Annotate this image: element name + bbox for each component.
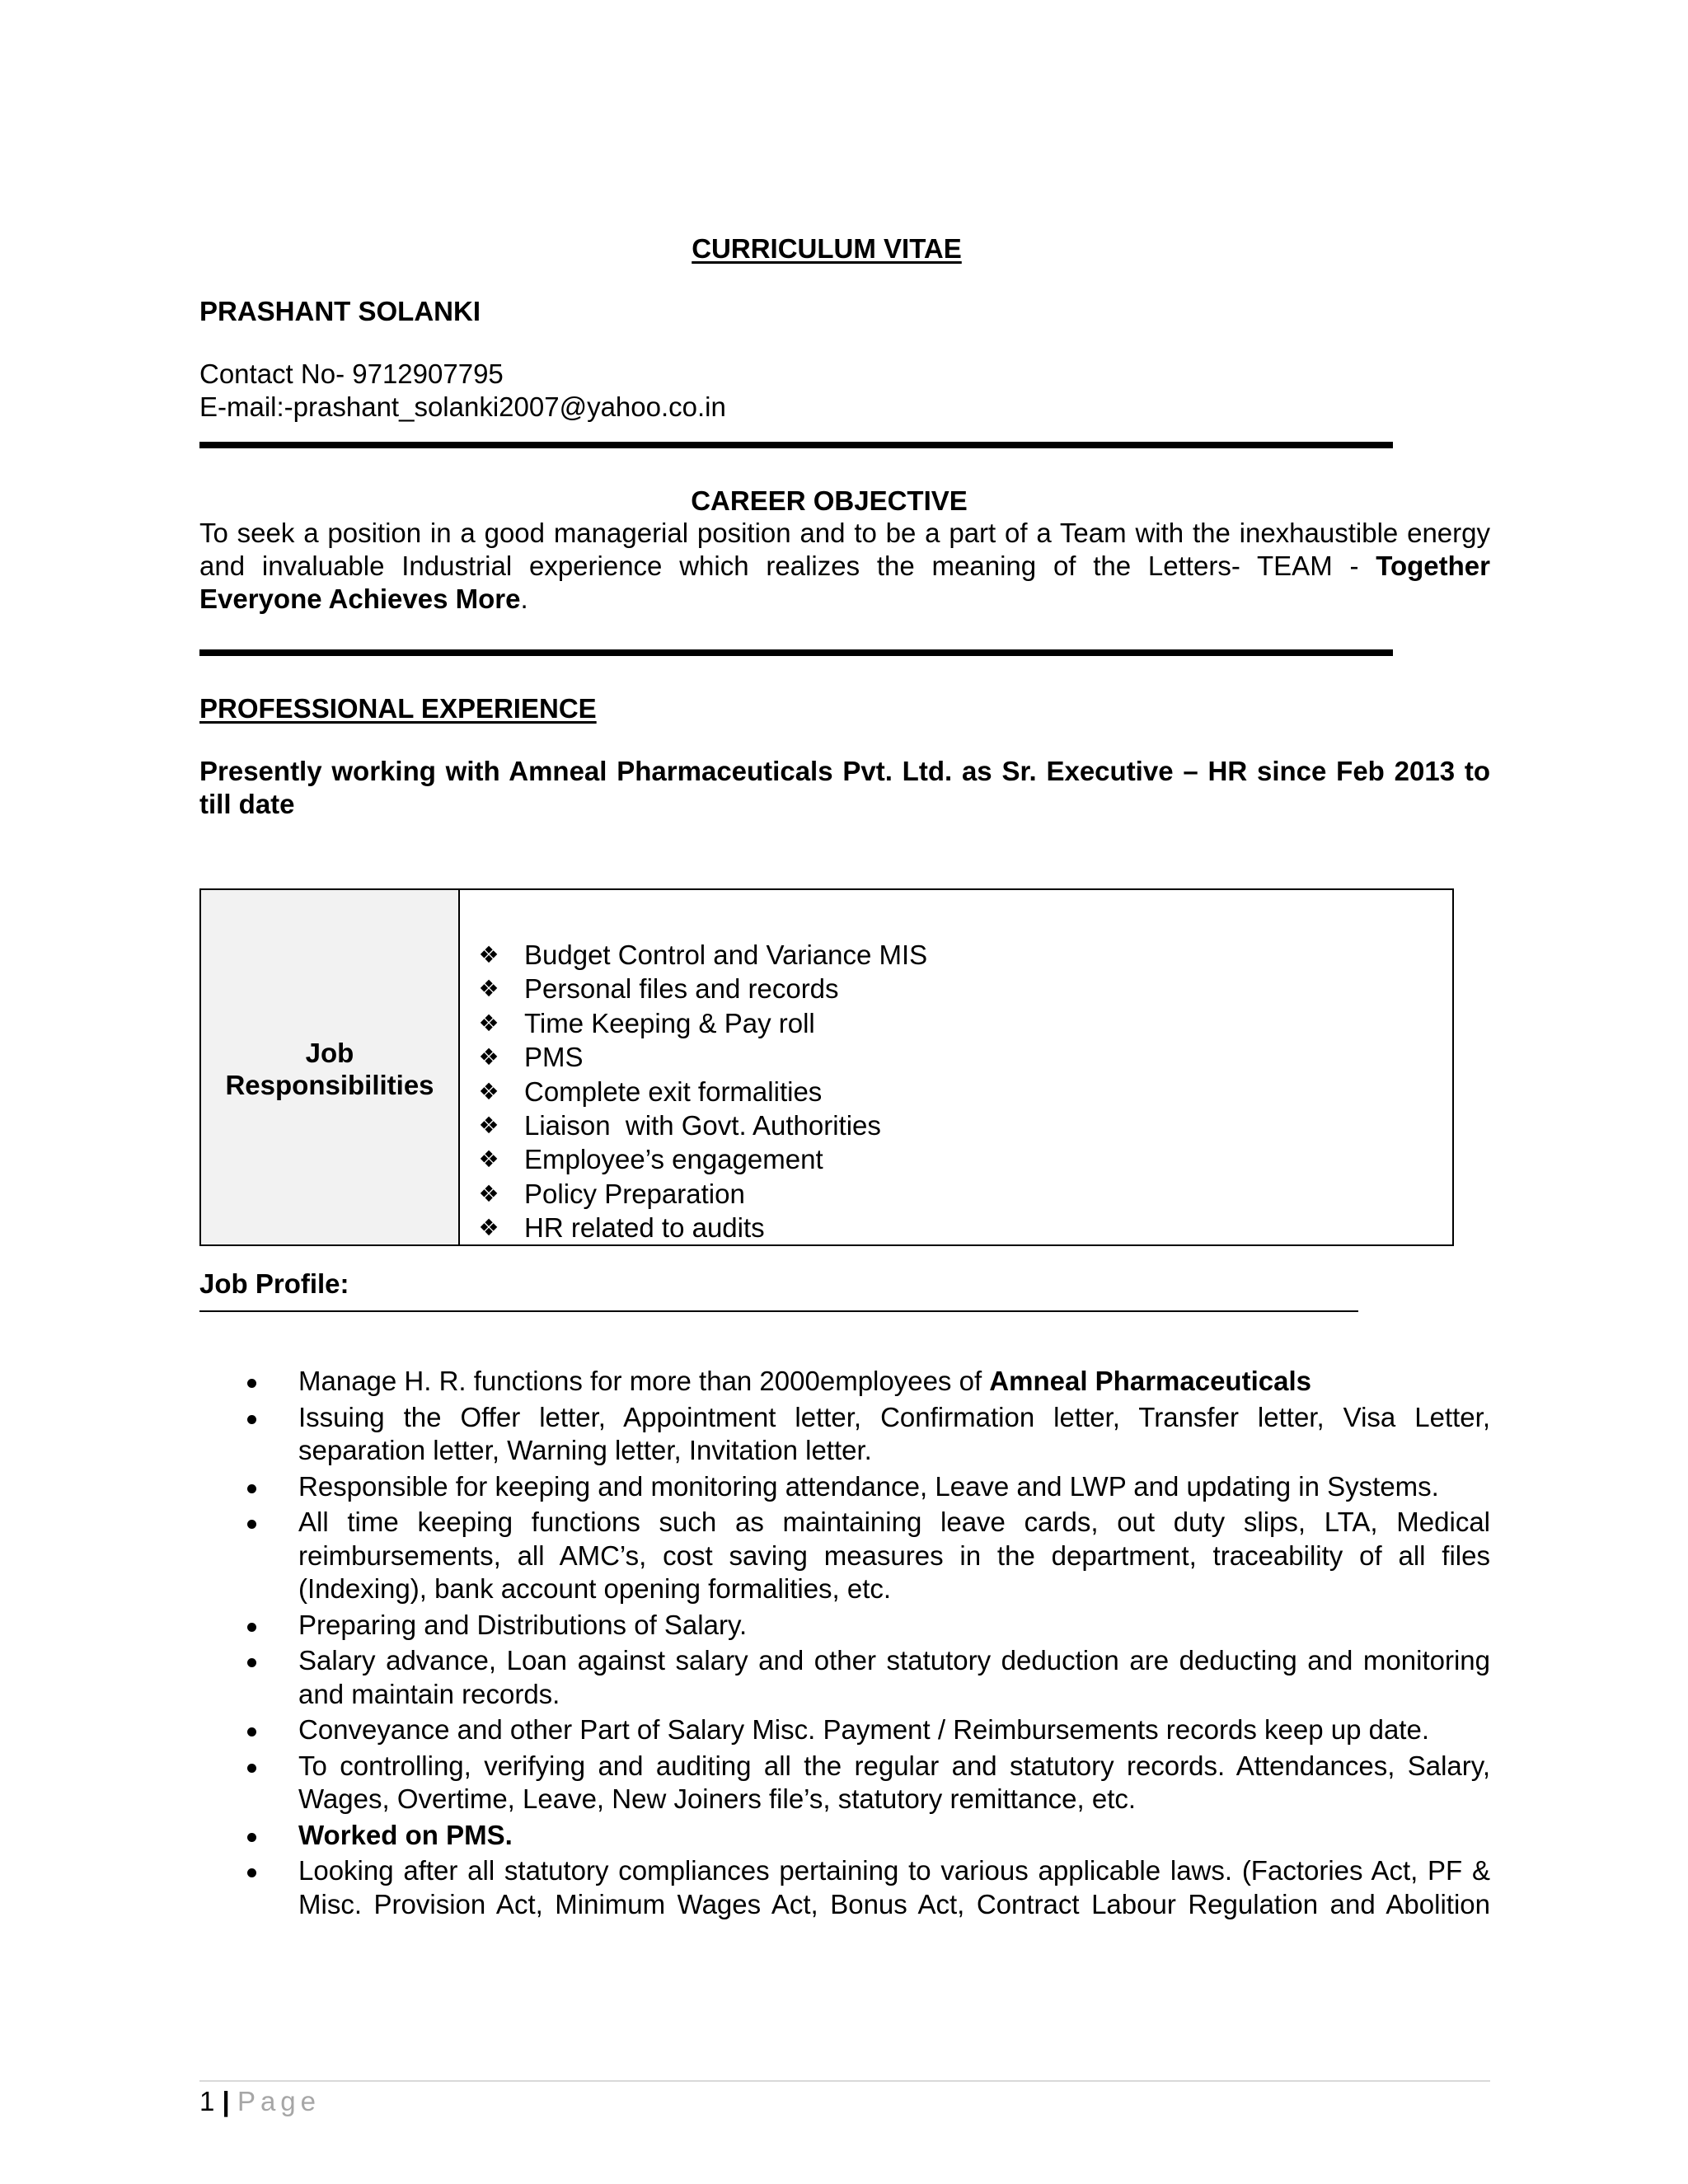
list-item: [199, 1713, 1490, 1747]
list-item: [199, 1470, 1490, 1504]
bullet-dot-icon: [247, 1379, 256, 1388]
diamond-bullet-icon: ❖: [478, 1146, 499, 1173]
diamond-bullet-icon: ❖: [478, 1078, 499, 1104]
list-item: [460, 1006, 1452, 1040]
current-position: Presently working with Amneal Pharmaceuticals Pvt. Ltd. as Sr. Executive – HR since Feb 2013 to till date: [199, 756, 1490, 819]
responsibility-text: PMS: [524, 1042, 584, 1073]
diamond-bullet-icon: ❖: [478, 1010, 499, 1036]
footer-divider: [199, 2080, 1490, 2082]
team-acronym-expansion: Together Everyone Achieves More: [199, 551, 1490, 614]
footer-separator: |: [222, 2086, 230, 2116]
diamond-bullet-icon: ❖: [478, 1044, 499, 1071]
document-title: CURRICULUM VITAE: [692, 233, 962, 264]
job-profile-list: [199, 1365, 1490, 1924]
diamond-bullet-icon: ❖: [478, 1215, 499, 1241]
job-profile-underline: [199, 1310, 1358, 1312]
list-item: [199, 1506, 1490, 1606]
bullet-dot-icon: [247, 1658, 256, 1667]
list-item: [460, 1142, 1452, 1176]
section-divider: [199, 442, 1393, 448]
contact-number: Contact No- 9712907795: [199, 359, 504, 389]
list-item: [199, 1401, 1490, 1468]
list-item: [199, 1819, 1490, 1853]
profile-item-text: Issuing the Offer letter, Appointment letter, Confirmation letter, Transfer letter, Visa Letter, separation letter, Warning letter, Invitation letter.: [298, 1401, 1490, 1465]
responsibilities-table: [199, 888, 1454, 1246]
profile-item-text: Looking after all statutory compliances pertaining to various applicable laws. (Factories Act, PF & Misc. Provision Act, Minimum Wages Act, Bonus Act, Contract Labour Regulation and Abolition: [298, 1855, 1490, 1919]
bullet-dot-icon: [247, 1764, 256, 1773]
responsibilities-label-line-1: Job: [305, 1038, 354, 1068]
list-item: [460, 1108, 1452, 1142]
responsibilities-label-line-2: Responsibilities: [225, 1070, 434, 1100]
diamond-bullet-icon: ❖: [478, 1112, 499, 1138]
responsibilities-list-cell: [460, 890, 1452, 1244]
list-item: [460, 1075, 1452, 1108]
bullet-dot-icon: [247, 1833, 256, 1842]
list-item: [460, 938, 1452, 972]
list-item: [460, 1177, 1452, 1211]
list-item: [460, 1040, 1452, 1074]
profile-item-text: Responsible for keeping and monitoring attendance, Leave and LWP and updating in Systems.: [298, 1470, 1439, 1502]
diamond-bullet-icon: ❖: [478, 942, 499, 968]
section-divider: [199, 649, 1393, 656]
responsibility-text: Complete exit formalities: [524, 1076, 823, 1107]
list-item: [199, 1854, 1490, 1921]
list-item: [199, 1644, 1490, 1711]
page-number: 1: [199, 2086, 215, 2116]
diamond-bullet-icon: ❖: [478, 976, 499, 1002]
career-objective-text: [199, 517, 1490, 616]
career-objective-plain: To seek a position in a good managerial position and to be a part of a Team with the inexhaustible energy and invaluable Industrial experience which realizes the meaning of the Letters- TEAM -: [199, 518, 1490, 581]
profile-item-text: To controlling, verifying and auditing all the regular and statutory records. Attendances, Salary, Wages, Overtime, Leave, New Joiners file’s, statutory remittance, etc.: [298, 1750, 1490, 1814]
bullet-dot-icon: [247, 1415, 256, 1424]
candidate-name: PRASHANT SOLANKI: [199, 296, 481, 326]
responsibility-text: Policy Preparation: [524, 1178, 745, 1209]
responsibility-text: Personal files and records: [524, 973, 839, 1005]
responsibility-text: Liaison with Govt. Authorities: [524, 1109, 881, 1141]
list-item: [199, 1609, 1490, 1643]
bullet-dot-icon: [247, 1623, 256, 1632]
email-address: E-mail:-prashant_solanki2007@yahoo.co.in: [199, 391, 726, 422]
company-name: Amneal Pharmaceuticals: [989, 1366, 1311, 1396]
profile-item-text: Salary advance, Loan against salary and other statutory deduction are deducting and monitoring and maintain records.: [298, 1645, 1490, 1709]
bullet-dot-icon: [247, 1868, 256, 1877]
career-objective-end: .: [520, 583, 528, 614]
career-objective-heading: CAREER OBJECTIVE: [691, 485, 968, 516]
job-profile-heading: Job Profile:: [199, 1268, 349, 1299]
responsibility-text: Time Keeping & Pay roll: [524, 1007, 815, 1038]
bullet-dot-icon: [247, 1484, 256, 1493]
list-item: [460, 972, 1452, 1005]
profile-item-text: Worked on PMS.: [298, 1819, 513, 1850]
profile-item-text: Conveyance and other Part of Salary Misc. Payment / Reimbursements records keep up date.: [298, 1714, 1429, 1745]
bullet-dot-icon: [247, 1520, 256, 1529]
responsibilities-label-cell: [201, 890, 460, 1244]
list-item: [199, 1750, 1490, 1816]
responsibility-text: Employee’s engagement: [524, 1144, 823, 1175]
bullet-dot-icon: [247, 1727, 256, 1736]
page-footer: [199, 2085, 321, 2118]
diamond-bullet-icon: ❖: [478, 1180, 499, 1207]
responsibility-text: HR related to audits: [524, 1212, 765, 1244]
responsibilities-list: [460, 938, 1452, 1245]
responsibility-text: Budget Control and Variance MIS: [524, 940, 928, 970]
list-item: [199, 1365, 1490, 1399]
profile-item-text: Preparing and Distributions of Salary.: [298, 1609, 748, 1640]
profile-item-text: All time keeping functions such as maintaining leave cards, out duty slips, LTA, Medical reimbursements, all AMC’s, cost saving measures in the department, traceability of all files (Indexing), bank account opening formalities, etc.: [298, 1507, 1490, 1604]
page-label: Page: [237, 2086, 321, 2116]
list-item: [460, 1211, 1452, 1244]
profile-item-text: Manage H. R. functions for more than 2000employees of: [298, 1366, 990, 1396]
experience-heading: PROFESSIONAL EXPERIENCE: [199, 693, 597, 724]
